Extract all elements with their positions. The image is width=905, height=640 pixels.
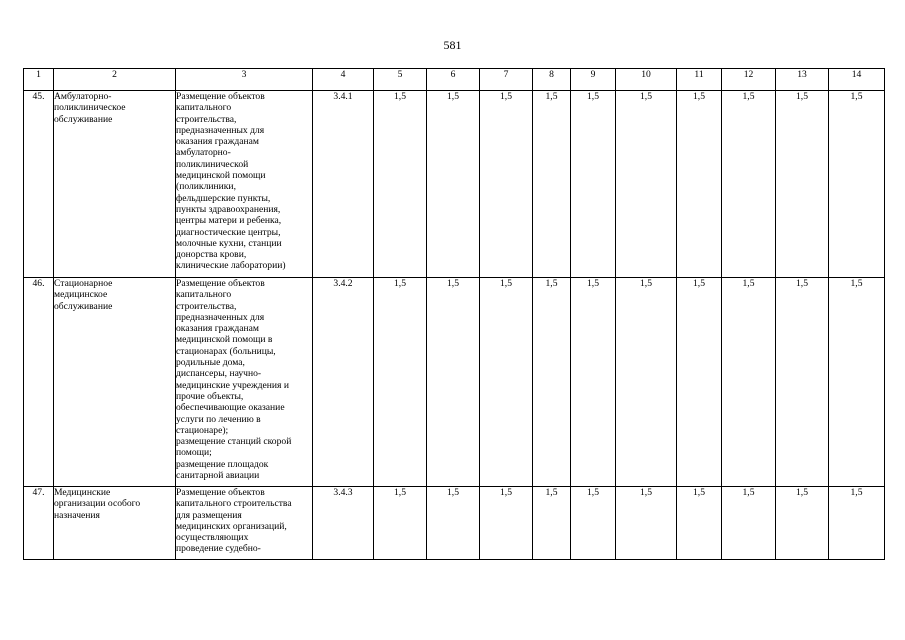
coefficient-cell: 1,5: [374, 91, 427, 278]
coefficient-cell: 1,5: [427, 91, 480, 278]
header-cell: 14: [829, 69, 885, 91]
coefficient-cell: 1,5: [571, 278, 616, 487]
coefficient-cell: 1,5: [722, 487, 776, 560]
land-use-description: Размещение объектов капитального строительства, предназначенных для оказания гражданам амбулаторно- поликлинической медицинской помощи (поликлиники, фельдшерские пункты, пункты здравоохранения, центры матери и ребенка, диагностические центры, молочные кухни, станции донорства крови, клинические лаборатории): [176, 91, 313, 278]
row-number: 47.: [24, 487, 54, 560]
header-cell: 12: [722, 69, 776, 91]
header-cell: 9: [571, 69, 616, 91]
coefficient-cell: 1,5: [571, 91, 616, 278]
coefficient-cell: 1,5: [677, 278, 722, 487]
table-row: [24, 278, 885, 487]
table-row: [24, 487, 885, 560]
coefficient-cell: 1,5: [533, 91, 571, 278]
coefficient-cell: 1,5: [480, 91, 533, 278]
header-row: [24, 69, 885, 91]
land-use-code: 3.4.3: [313, 487, 374, 560]
land-use-name: Стационарное медицинское обслуживание: [54, 278, 176, 487]
coefficient-cell: 1,5: [374, 487, 427, 560]
coefficient-cell: 1,5: [374, 278, 427, 487]
header-cell: 8: [533, 69, 571, 91]
coefficient-cell: 1,5: [616, 278, 677, 487]
coefficient-cell: 1,5: [571, 487, 616, 560]
land-use-code: 3.4.2: [313, 278, 374, 487]
land-use-table: [23, 68, 885, 560]
coefficient-cell: 1,5: [480, 278, 533, 487]
row-number: 45.: [24, 91, 54, 278]
coefficient-cell: 1,5: [677, 487, 722, 560]
coefficient-cell: 1,5: [616, 487, 677, 560]
coefficient-cell: 1,5: [533, 487, 571, 560]
coefficient-cell: 1,5: [776, 91, 829, 278]
header-cell: 10: [616, 69, 677, 91]
coefficient-cell: 1,5: [722, 278, 776, 487]
coefficient-cell: 1,5: [616, 91, 677, 278]
header-cell: 13: [776, 69, 829, 91]
coefficient-cell: 1,5: [829, 91, 885, 278]
land-use-name: Амбулаторно- поликлиническое обслуживание: [54, 91, 176, 278]
coefficient-cell: 1,5: [722, 91, 776, 278]
coefficient-cell: 1,5: [427, 487, 480, 560]
page-number: 581: [443, 38, 462, 52]
land-use-name: Медицинские организации особого назначения: [54, 487, 176, 560]
coefficient-cell: 1,5: [533, 278, 571, 487]
coefficient-cell: 1,5: [677, 91, 722, 278]
land-use-description: Размещение объектов капитального строительства, предназначенных для оказания гражданам медицинской помощи в стационарах (больницы, родильные дома, диспансеры, научно- медицинские учреждения и прочие объекты, обеспечивающие оказание услуги по лечению в стационаре); размещение станций скорой помощи; размещение площадок санитарной авиации: [176, 278, 313, 487]
row-number: 46.: [24, 278, 54, 487]
coefficient-cell: 1,5: [829, 278, 885, 487]
header-cell: 1: [24, 69, 54, 91]
header-cell: 7: [480, 69, 533, 91]
header-cell: 5: [374, 69, 427, 91]
coefficient-cell: 1,5: [480, 487, 533, 560]
coefficient-cell: 1,5: [427, 278, 480, 487]
land-use-description: Размещение объектов капитального строительства для размещения медицинских организаций, осуществляющих проведение судебно-: [176, 487, 313, 560]
header-cell: 3: [176, 69, 313, 91]
header-cell: 2: [54, 69, 176, 91]
header-cell: 11: [677, 69, 722, 91]
table-row: [24, 91, 885, 278]
coefficient-cell: 1,5: [776, 278, 829, 487]
coefficient-cell: 1,5: [776, 487, 829, 560]
coefficient-cell: 1,5: [829, 487, 885, 560]
header-cell: 4: [313, 69, 374, 91]
land-use-code: 3.4.1: [313, 91, 374, 278]
header-cell: 6: [427, 69, 480, 91]
